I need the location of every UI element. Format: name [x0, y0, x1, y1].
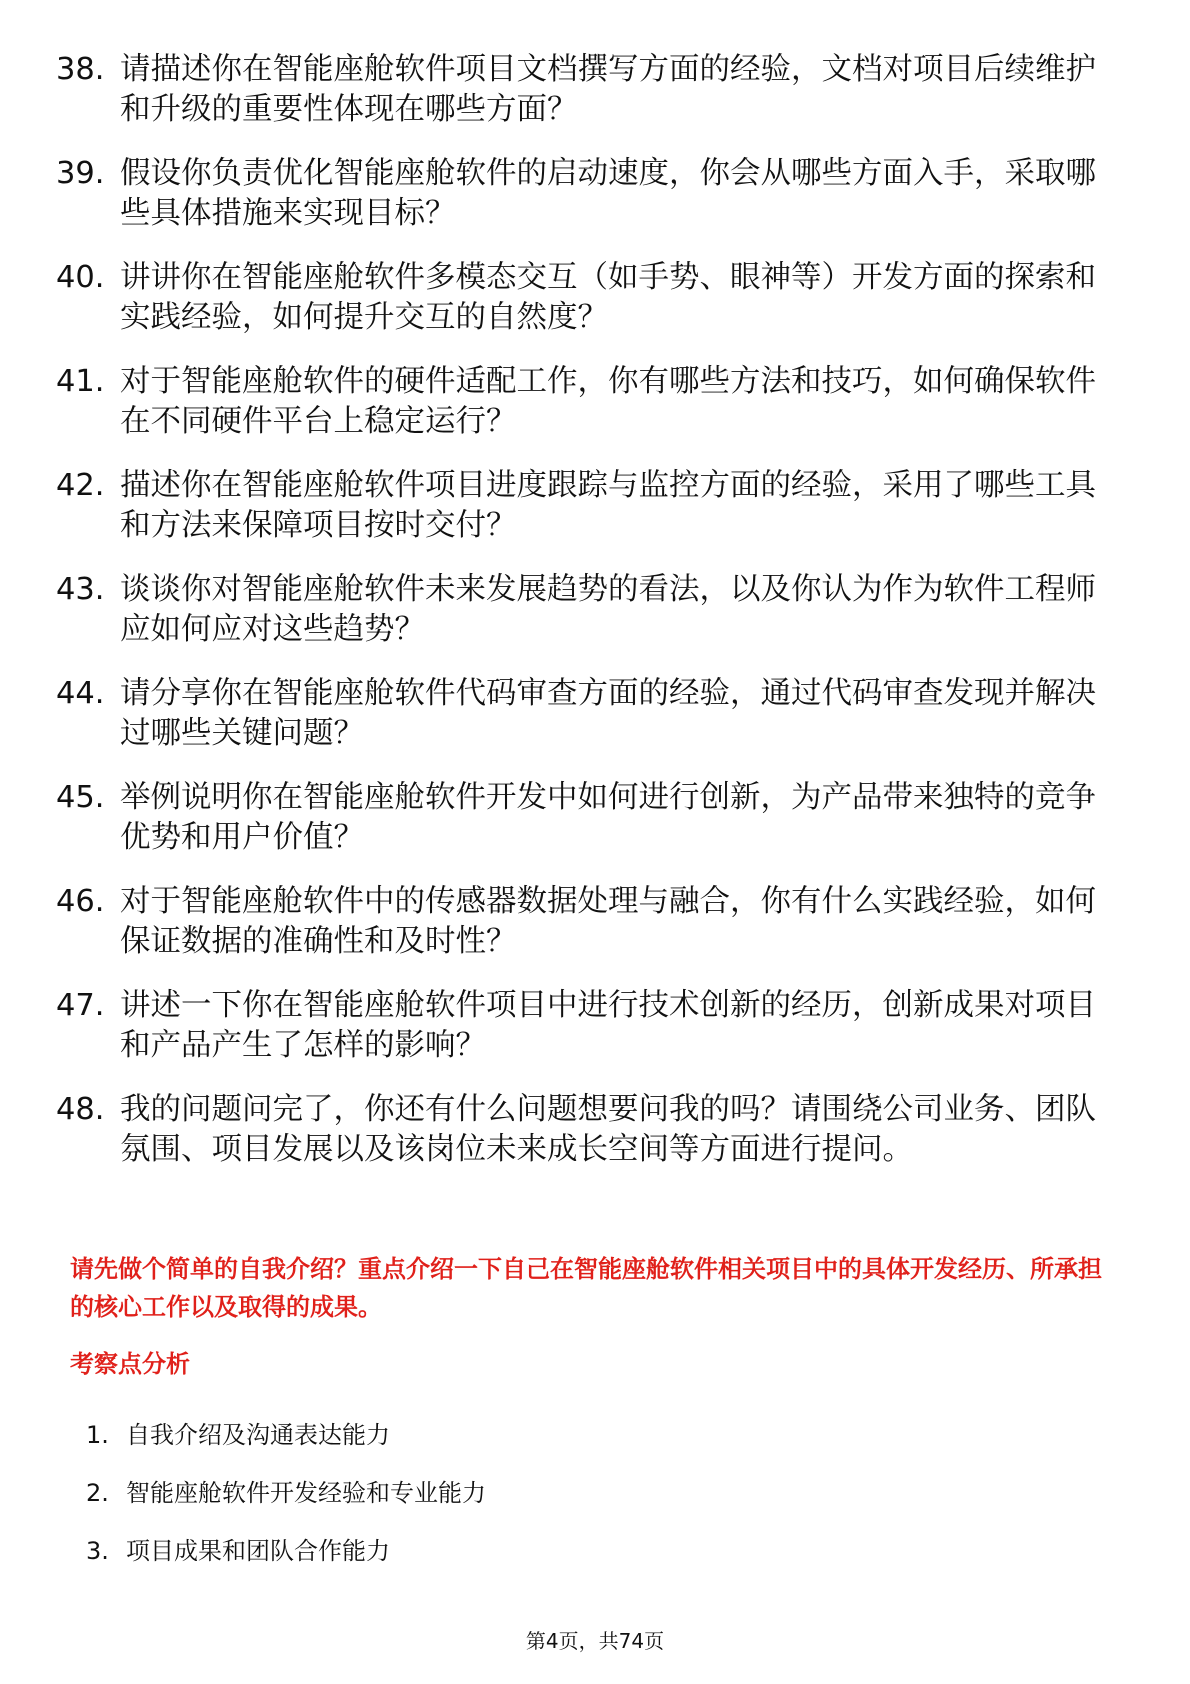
list-item: [86, 1476, 486, 1510]
question-list: [56, 50, 1126, 1194]
list-item: [56, 986, 1126, 1066]
question-text: 对于智能座舱软件的硬件适配工作，你有哪些方法和技巧，如何确保软件在不同硬件平台上稳定运行？: [120, 364, 1096, 439]
question-text: 讲讲你在智能座舱软件多模态交互（如手势、眼神等）开发方面的探索和实践经验，如何提升交互的自然度？: [120, 260, 1096, 335]
question-number: 45.: [56, 780, 105, 815]
analysis-points: [86, 1418, 486, 1592]
question-text: 请描述你在智能座舱软件项目文档撰写方面的经验，文档对项目后续维护和升级的重要性体现在哪些方面？: [120, 52, 1096, 127]
question-text: 举例说明你在智能座舱软件开发中如何进行创新，为产品带来独特的竞争优势和用户价值？: [120, 780, 1096, 855]
list-item: [56, 154, 1126, 234]
point-text: 项目成果和团队合作能力: [126, 1537, 390, 1565]
question-text: 我的问题问完了，你还有什么问题想要问我的吗？请围绕公司业务、团队氛围、项目发展以及该岗位未来成长空间等方面进行提问。: [120, 1092, 1096, 1167]
list-item: [56, 362, 1126, 442]
question-number: 47.: [56, 988, 105, 1023]
list-item: [56, 1090, 1126, 1170]
question-text: 请分享你在智能座舱软件代码审查方面的经验，通过代码审查发现并解决过哪些关键问题？: [120, 676, 1096, 751]
list-item: [56, 50, 1126, 130]
question-number: 48.: [56, 1092, 105, 1127]
question-number: 39.: [56, 156, 105, 191]
point-number: 1.: [86, 1421, 109, 1449]
question-number: 42.: [56, 468, 105, 503]
page-footer: 第4页，共74页: [525, 1629, 665, 1653]
point-number: 2.: [86, 1479, 109, 1507]
list-item: [56, 258, 1126, 338]
list-item: [86, 1418, 486, 1452]
list-item: [56, 674, 1126, 754]
point-number: 3.: [86, 1537, 109, 1565]
list-item: [56, 778, 1126, 858]
list-item: [56, 466, 1126, 546]
question-number: 40.: [56, 260, 105, 295]
question-number: 44.: [56, 676, 105, 711]
point-text: 智能座舱软件开发经验和专业能力: [126, 1479, 486, 1507]
question-text: 描述你在智能座舱软件项目进度跟踪与监控方面的经验，采用了哪些工具和方法来保障项目按时交付？: [120, 468, 1096, 543]
intro-question: 请先做个简单的自我介绍？重点介绍一下自己在智能座舱软件相关项目中的具体开发经历、所承担的核心工作以及取得的成果。: [70, 1255, 1102, 1321]
question-text: 假设你负责优化智能座舱软件的启动速度，你会从哪些方面入手，采取哪些具体措施来实现目标？: [120, 156, 1096, 231]
question-number: 38.: [56, 52, 105, 87]
question-text: 讲述一下你在智能座舱软件项目中进行技术创新的经历，创新成果对项目和产品产生了怎样的影响？: [120, 988, 1096, 1063]
question-text: 谈谈你对智能座舱软件未来发展趋势的看法，以及你认为作为软件工程师应如何应对这些趋势？: [120, 572, 1096, 647]
question-number: 43.: [56, 572, 105, 607]
point-text: 自我介绍及沟通表达能力: [126, 1421, 390, 1449]
question-number: 41.: [56, 364, 105, 399]
question-number: 46.: [56, 884, 105, 919]
list-item: [56, 882, 1126, 962]
question-text: 对于智能座舱软件中的传感器数据处理与融合，你有什么实践经验，如何保证数据的准确性和及时性？: [120, 884, 1096, 959]
list-item: [56, 570, 1126, 650]
list-item: [86, 1534, 486, 1568]
analysis-title: 考察点分析: [70, 1350, 190, 1378]
